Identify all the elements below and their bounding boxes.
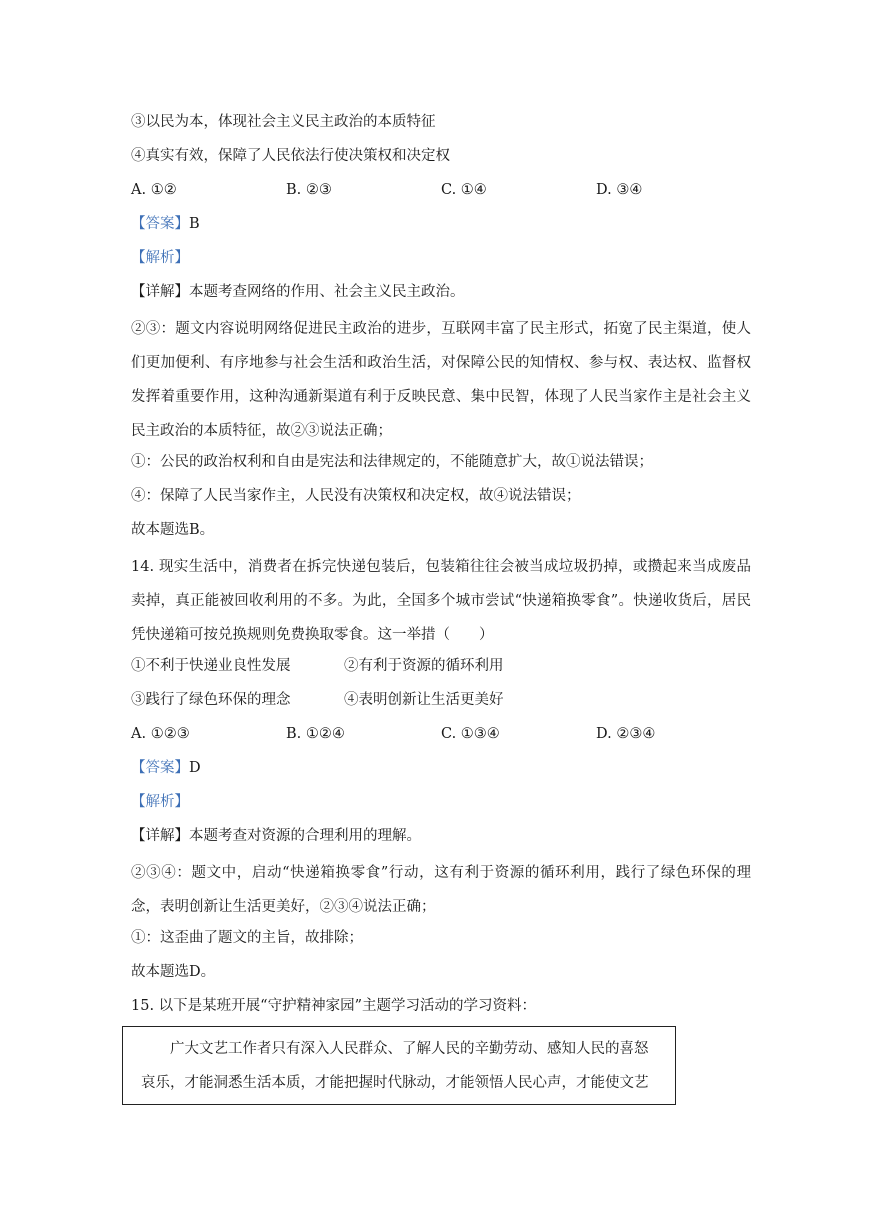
q13-explanation-1: ②③：题文内容说明网络促进民主政治的进步，互联网丰富了民主形式，拓宽了民主渠道，使人们更加便利、有序地参与社会生活和政治生活，对保障公民的知情权、参与权、表达权、监督权发挥着重要作用，这种沟通新渠道有利于反映民意、集中民智，体现了人民当家作主是社会主义民主政治的本质特征，故②③说法正确；	[131, 321, 751, 439]
q13-explanation-3: ④：保障了人民当家作主，人民没有决策权和决定权，故④说法错误；	[131, 488, 581, 504]
q14-detail	[131, 822, 751, 856]
q13-conclusion: 故本题选B。	[131, 522, 215, 538]
q14-options	[131, 720, 751, 754]
q13-item-4: ④真实有效，保障了人民依法行使决策权和决定权	[131, 148, 450, 164]
q15-material-text: 广大文艺工作者只有深入人民群众、了解人民的辛勤劳动、感知人民的喜怒哀乐，才能洞悉生活本质，才能把握时代脉动，才能领悟人民心声，才能使文艺	[141, 1041, 649, 1091]
q14-stem: 14. 现实生活中，消费者在拆完快递包装后，包装箱往往会被当成垃圾扔掉，或攒起来当成废品卖掉，真正能被回收利用的不多。为此，全国多个城市尝试“快递箱换零食”。快递收货后，居民凭快递箱可按兑换规则免费换取零食。这一举措（ ）	[131, 559, 751, 643]
q13-option-c: C. ①④	[441, 182, 487, 198]
q13-answer	[131, 210, 751, 244]
q14-item-3: ③践行了绿色环保的理念	[131, 692, 291, 708]
q13-detail	[131, 278, 751, 312]
q14-option-a: A. ①②③	[131, 726, 190, 742]
q13-analysis-label: 【解析】	[131, 250, 189, 266]
detail-text: 本题考查网络的作用、社会主义民主政治。	[189, 284, 465, 300]
q14-item-1: ①不利于快递业良性发展	[131, 658, 291, 674]
detail-label: 【详解】	[131, 284, 189, 300]
q13-option-d: D. ③④	[596, 182, 643, 198]
answer-value: B	[189, 216, 200, 232]
answer-label: 【答案】	[131, 760, 189, 776]
q15-stem: 15. 以下是某班开展“守护精神家园”主题学习活动的学习资料：	[131, 998, 536, 1014]
q13-option-a: A. ①②	[131, 182, 177, 198]
q14-items-row-2	[131, 686, 751, 720]
q14-item-4: ④表明创新让生活更美好	[344, 692, 504, 708]
q14-option-b: B. ①②④	[286, 726, 345, 742]
document-page	[131, 108, 751, 1105]
answer-label: 【答案】	[131, 216, 189, 232]
q14-analysis-label: 【解析】	[131, 794, 189, 810]
q14-conclusion: 故本题选D。	[131, 964, 216, 980]
q13-explanation-2: ①：公民的政治权利和自由是宪法和法律规定的，不能随意扩大，故①说法错误；	[131, 454, 653, 470]
q14-item-2: ②有利于资源的循环利用	[344, 658, 504, 674]
q14-explanation-1: ②③④：题文中，启动“快递箱换零食”行动，这有利于资源的循环利用，践行了绿色环保的理念，表明创新让生活更美好，②③④说法正确；	[131, 865, 751, 915]
q13-item-3: ③以民为本，体现社会主义民主政治的本质特征	[131, 114, 436, 130]
q15-material-box	[122, 1026, 676, 1105]
q14-items-row-1	[131, 652, 751, 686]
q14-option-d: D. ②③④	[596, 726, 656, 742]
q14-answer	[131, 754, 751, 788]
detail-text: 本题考查对资源的合理利用的理解。	[189, 828, 421, 844]
q13-options	[131, 176, 751, 210]
q14-option-c: C. ①③④	[441, 726, 500, 742]
detail-label: 【详解】	[131, 828, 189, 844]
q13-option-b: B. ②③	[286, 182, 332, 198]
answer-value: D	[189, 760, 201, 776]
q14-explanation-2: ①：这歪曲了题文的主旨，故排除；	[131, 930, 363, 946]
